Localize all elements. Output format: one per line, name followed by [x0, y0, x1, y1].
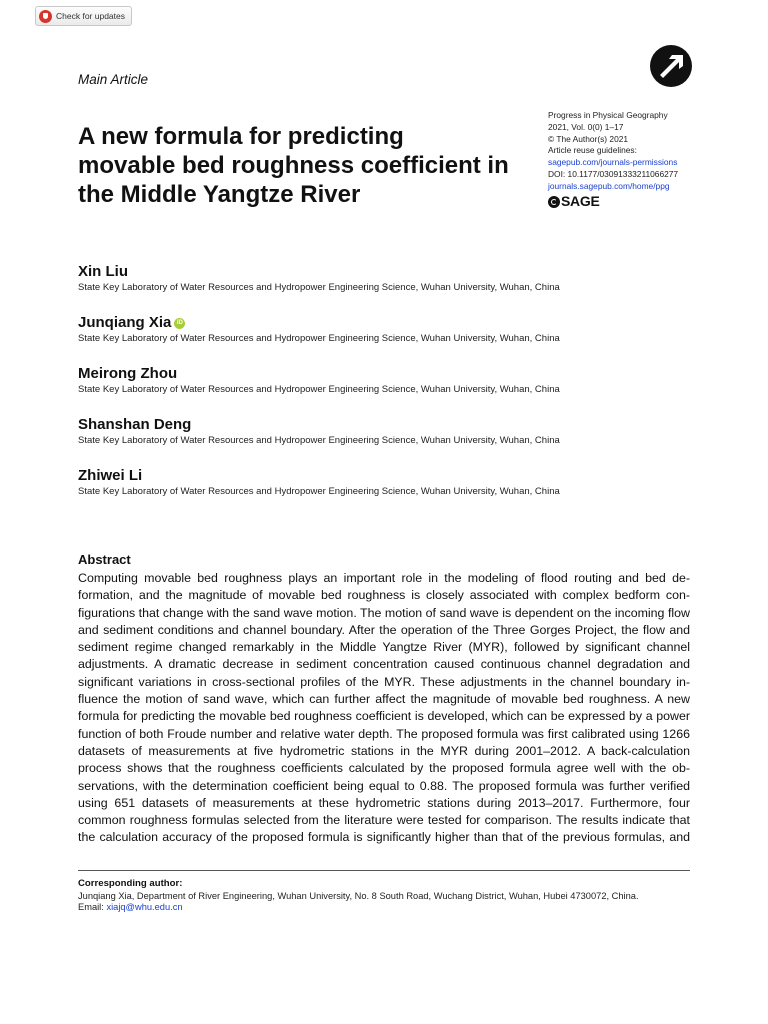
journal-meta: [548, 110, 748, 208]
title-line: movable bed roughness coefficient in: [78, 152, 509, 179]
email-label: Email:: [78, 902, 104, 912]
author-affiliation: State Key Laboratory of Water Resources and Hydropower Engineering Science, Wuhan University, Wuhan, China: [78, 384, 560, 395]
title-line: A new formula for predicting: [78, 123, 404, 150]
abstract-line: using 651 datasets of measurements at these hydrometric stations during 2013–2017. Furthermore, four: [78, 795, 690, 810]
copyright: © The Author(s) 2021: [548, 133, 629, 144]
journal-logo-icon: [650, 45, 692, 87]
author-name-text: Meirong Zhou: [78, 365, 178, 382]
footnote-divider: [78, 870, 690, 871]
abstract-line: fluence the motion of sand wave, which can further affect the magnitude of movable bed roughness. A new: [78, 692, 690, 707]
sage-logo: [548, 192, 748, 209]
author-name: [78, 313, 560, 332]
check-updates-label: Check for updates: [56, 11, 125, 21]
check-for-updates-button[interactable]: [35, 6, 132, 26]
abstract-line: significant variations in cross-sectional profiles of the MYR. These adjustments in the channel boundary in-: [78, 674, 690, 689]
journal-link[interactable]: journals.sagepub.com/home/ppg: [548, 180, 670, 191]
author-affiliation: State Key Laboratory of Water Resources and Hydropower Engineering Science, Wuhan University, Wuhan, China: [78, 435, 560, 446]
email-link[interactable]: xiajq@whu.edu.cn: [106, 902, 183, 912]
abstract-line: the calculation accuracy of the proposed formula is significantly higher than that of the previous formulas, and: [78, 830, 690, 845]
journal-volume: 2021, Vol. 0(0) 1–17: [548, 121, 624, 132]
author-block: [78, 262, 560, 293]
abstract-line: sediment regime changed remarkably in the Middle Yangtze River (MYR), followed by significant channel: [78, 640, 690, 655]
author-block: [78, 364, 560, 395]
author-block: [78, 415, 560, 446]
abstract-line: datasets of measurements at five hydrometric stations in the MYR during 2001–2012. A back-calculation: [78, 743, 690, 758]
author-name-text: Zhiwei Li: [78, 467, 143, 484]
article-title: [78, 122, 528, 209]
journal-name: Progress in Physical Geography: [548, 110, 668, 120]
corresponding-author: [78, 878, 698, 912]
author-affiliation: State Key Laboratory of Water Resources and Hydropower Engineering Science, Wuhan University, Wuhan, China: [78, 333, 560, 344]
abstract-line: adjustments. A dramatic decrease in sediment concentration caused continuous channel degradation and: [78, 657, 690, 672]
check-updates-icon: [39, 10, 52, 23]
author-name-text: Junqiang Xia: [78, 314, 172, 331]
author-name-text: Xin Liu: [78, 263, 128, 280]
author-name: [78, 364, 560, 383]
author-block: [78, 466, 560, 497]
author-name: [78, 415, 560, 434]
author-affiliation: State Key Laboratory of Water Resources and Hydropower Engineering Science, Wuhan University, Wuhan, China: [78, 486, 560, 497]
doi: DOI: 10.1177/03091333211066277: [548, 168, 679, 179]
abstract-body: [78, 570, 690, 847]
abstract-line: common roughness formulas selected from the literature were tested for comparison. The results indicate that: [78, 813, 690, 828]
author-name-text: Shanshan Deng: [78, 416, 192, 433]
abstract-line: process shows that the roughness coefficients calculated by the proposed formula agree well with the ob-: [78, 761, 690, 776]
author-block: [78, 313, 560, 344]
publisher-name: SAGE: [561, 192, 600, 209]
corresponding-heading: Corresponding author:: [78, 878, 183, 889]
abstract-heading: Abstract: [78, 552, 131, 567]
corresponding-email-row: [78, 902, 698, 912]
abstract-line: and sediment conditions and channel boundary. After the operation of the Three Gorges Project, the flow and: [78, 622, 690, 637]
orcid-icon[interactable]: iD: [174, 318, 185, 329]
sage-mark-icon: [548, 196, 560, 208]
reuse-label: Article reuse guidelines:: [548, 145, 637, 156]
article-type: Main Article: [78, 72, 149, 87]
abstract-line: function of both Froude number and relative water depth. The proposed formula was first calibrated using 1266: [78, 726, 690, 741]
abstract-line: formation, and the magnitude of movable bed roughness is closely associated with complex bedform con-: [78, 588, 690, 603]
author-affiliation: State Key Laboratory of Water Resources and Hydropower Engineering Science, Wuhan University, Wuhan, China: [78, 282, 560, 293]
corresponding-address: Junqiang Xia, Department of River Engineering, Wuhan University, No. 8 South Road, Wuchang District, Wuhan, Hubei 4730072, China.: [78, 891, 639, 901]
abstract-line: formula for predicting the movable bed roughness coefficient is developed, which can be expressed by a power: [78, 709, 690, 724]
abstract-line: Computing movable bed roughness plays an important role in the modeling of flood routing and bed de-: [78, 571, 690, 585]
abstract-line: figurations that change with the sand wave motion. The motion of sand wave is dependent on the incoming flow: [78, 605, 690, 620]
author-name: [78, 262, 560, 281]
reuse-link[interactable]: sagepub.com/journals-permissions: [548, 157, 678, 168]
title-line: the Middle Yangtze River: [78, 181, 361, 208]
author-name: [78, 466, 560, 485]
abstract-line: servations, with the determination coefficient being equal to 0.88. The proposed formula was further verified: [78, 778, 690, 793]
